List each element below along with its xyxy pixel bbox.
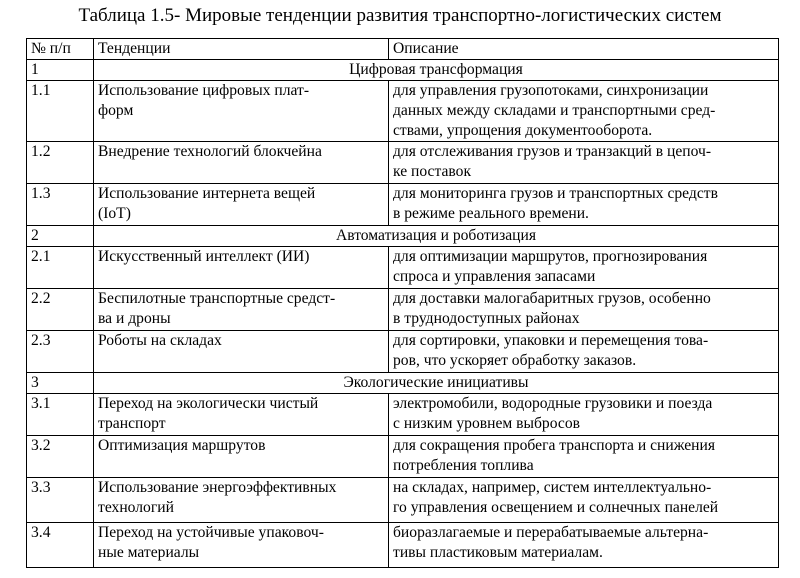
trend-line: Переход на устойчивые упаковоч- (98, 524, 324, 541)
table-row (27, 478, 779, 523)
section-title: Цифровая трансформация (94, 60, 779, 81)
row-number: 3.4 (27, 523, 94, 568)
table-row (27, 142, 779, 184)
row-trend (94, 142, 389, 184)
row-description (389, 247, 779, 289)
table-row (27, 331, 779, 373)
description-line: спроса и управления запасами (393, 268, 596, 285)
row-number: 1.3 (27, 184, 94, 226)
trend-line: (IoT) (98, 205, 131, 222)
row-number: 1.1 (27, 81, 94, 142)
row-trend (94, 184, 389, 226)
row-description (389, 81, 779, 142)
row-trend (94, 523, 389, 568)
description-line: для мониторинга грузов и транспортных средств (393, 185, 718, 202)
trend-line: транспорт (98, 415, 166, 432)
section-row (27, 373, 779, 394)
trend-line: Внедрение технологий блокчейна (98, 143, 322, 160)
row-number: 3.2 (27, 436, 94, 478)
description-line: для оптимизации маршрутов, прогнозирования (393, 248, 708, 265)
trend-line: технологий (98, 499, 174, 516)
table-row (27, 523, 779, 568)
description-line: в труднодоступных районах (393, 310, 580, 327)
row-trend (94, 478, 389, 523)
table-row (27, 394, 779, 436)
row-description (389, 523, 779, 568)
row-trend (94, 289, 389, 331)
row-description (389, 478, 779, 523)
table-caption: Таблица 1.5- Мировые тенденции развития транспортно-логистических систем (78, 5, 722, 26)
section-title: Автоматизация и роботизация (94, 226, 779, 247)
header-cell-trend: Тенденции (94, 39, 389, 60)
trend-line: Переход на экологически чистый (98, 395, 319, 412)
description-line: потребления топлива (393, 457, 534, 474)
row-number: 2.3 (27, 331, 94, 373)
row-description (389, 184, 779, 226)
trend-line: Оптимизация маршрутов (98, 437, 266, 454)
row-description (389, 394, 779, 436)
section-number: 3 (27, 373, 94, 394)
description-line: данных между складами и транспортными сред- (393, 102, 716, 119)
row-description (389, 436, 779, 478)
header-row (27, 39, 779, 60)
row-trend (94, 394, 389, 436)
trend-line: Беспилотные транспортные средст- (98, 290, 336, 307)
row-number: 3.1 (27, 394, 94, 436)
trend-line: Искусственный интеллект (ИИ) (98, 248, 310, 265)
description-line: биоразлагаемые и перерабатываемые альтерна- (393, 524, 709, 541)
section-title: Экологические инициативы (94, 373, 779, 394)
description-line: для отслеживания грузов и транзакций в цепоч- (393, 143, 712, 160)
row-trend (94, 331, 389, 373)
description-line: для доставки малогабаритных грузов, особенно (393, 290, 711, 307)
description-line: ствами, упрощения документооборота. (393, 122, 653, 139)
description-line: го управления освещением и солнечных панелей (393, 499, 719, 516)
table-row (27, 247, 779, 289)
trend-line: ные материалы (98, 544, 200, 561)
section-row (27, 60, 779, 81)
row-number: 2.2 (27, 289, 94, 331)
description-line: для сокращения пробега транспорта и снижения (393, 437, 716, 454)
trends-table (26, 38, 779, 568)
description-line: для управления грузопотоками, синхронизации (393, 82, 709, 99)
row-description (389, 289, 779, 331)
section-row (27, 226, 779, 247)
trend-line: форм (98, 102, 134, 119)
table-row (27, 81, 779, 142)
row-trend (94, 81, 389, 142)
description-line: в режиме реального времени. (393, 205, 589, 222)
description-line: с низким уровнем выбросов (393, 415, 580, 432)
description-line: тивы пластиковым материалам. (393, 544, 603, 561)
row-description (389, 142, 779, 184)
description-line: электромобили, водородные грузовики и поезда (393, 395, 713, 412)
table-row (27, 289, 779, 331)
trend-line: ва и дроны (98, 310, 171, 327)
row-number: 2.1 (27, 247, 94, 289)
row-trend (94, 436, 389, 478)
description-line: ров, что ускоряет обработку заказов. (393, 352, 637, 369)
row-number: 1.2 (27, 142, 94, 184)
table-row (27, 184, 779, 226)
trend-line: Использование интернета вещей (98, 185, 316, 202)
table-row (27, 436, 779, 478)
trend-line: Использование цифровых плат- (98, 82, 310, 99)
trend-line: Роботы на складах (98, 332, 222, 349)
row-trend (94, 247, 389, 289)
trend-line: Использование энергоэффективных (98, 479, 337, 496)
description-line: для сортировки, упаковки и перемещения това- (393, 332, 709, 349)
section-number: 1 (27, 60, 94, 81)
section-number: 2 (27, 226, 94, 247)
header-cell-description: Описание (389, 39, 779, 60)
description-line: на складах, например, систем интеллектуально- (393, 479, 712, 496)
row-number: 3.3 (27, 478, 94, 523)
header-cell-number: № п/п (27, 39, 94, 60)
description-line: ке поставок (393, 163, 472, 180)
row-description (389, 331, 779, 373)
